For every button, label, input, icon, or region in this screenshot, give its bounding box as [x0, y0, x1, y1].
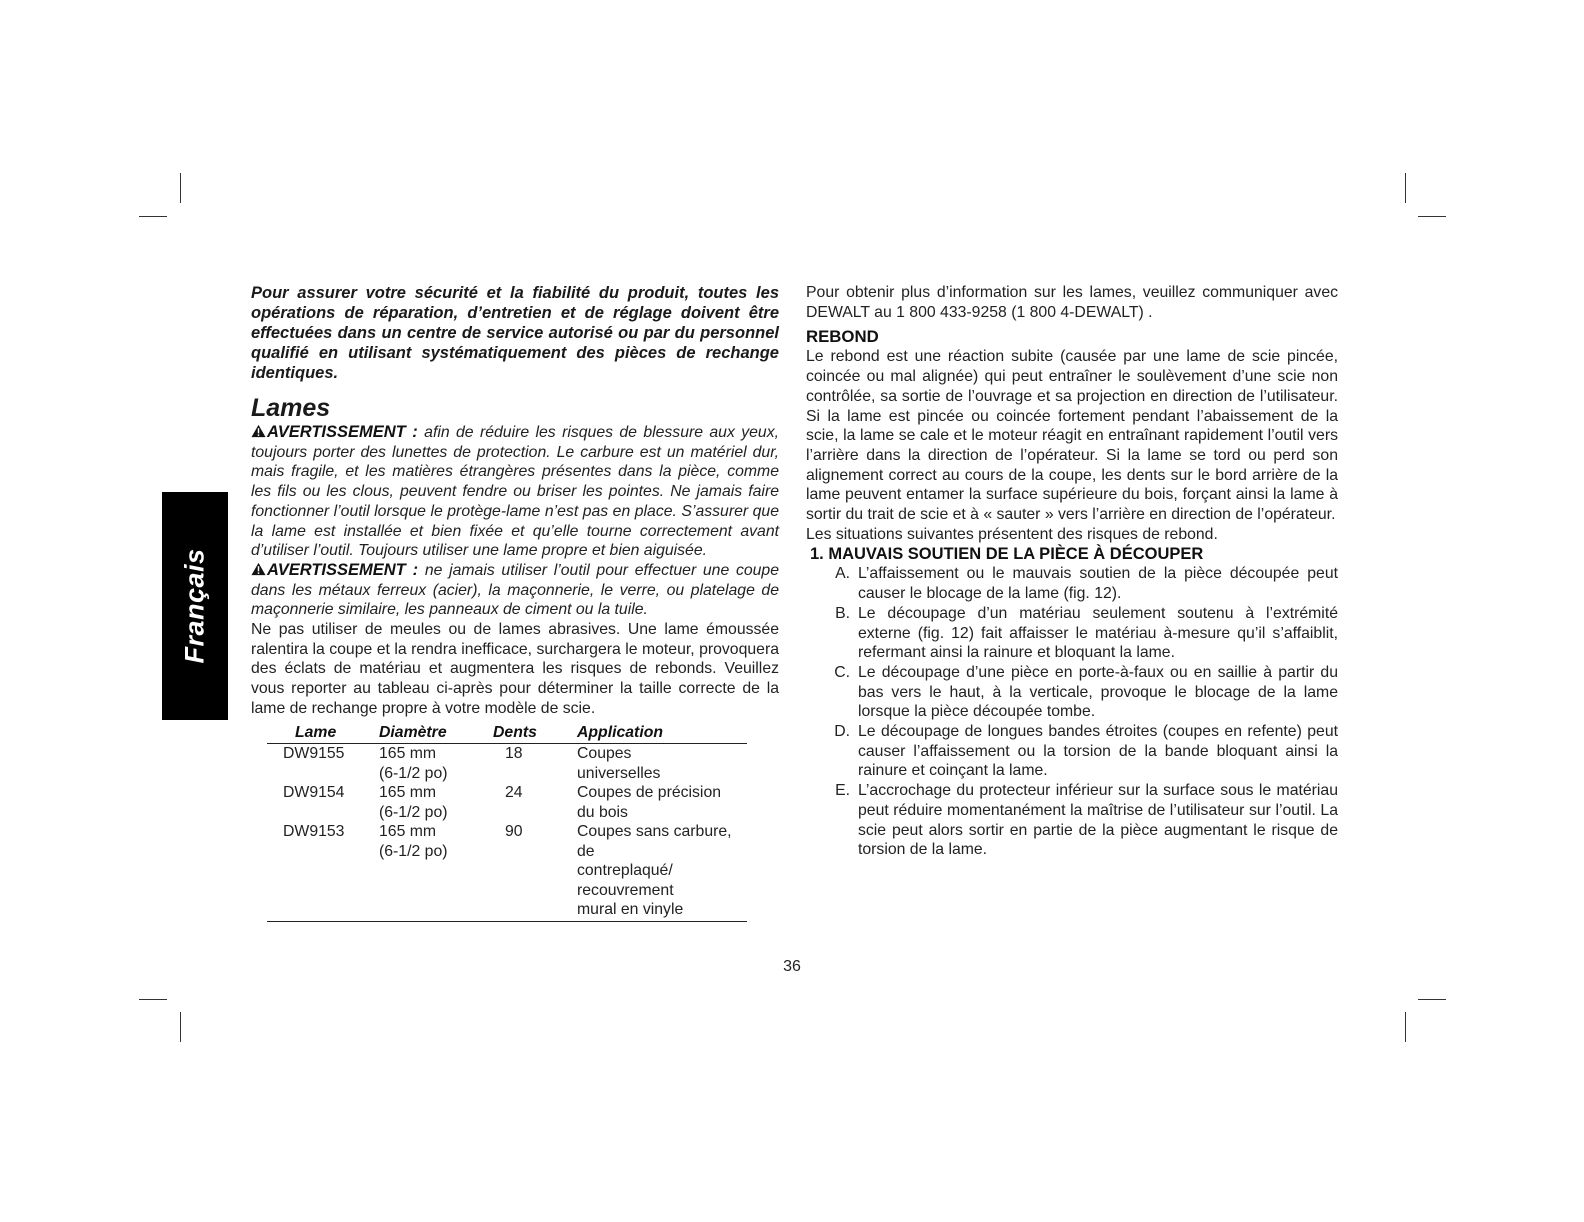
list-item-letter: A. — [835, 565, 850, 583]
column-header-application: Application — [577, 723, 747, 744]
blade-info-paragraph: Pour obtenir plus d’information sur les lames, veuillez communiquer avec DEWALT au 1 800 433-9258 (1 800 4-DEWALT) . — [806, 284, 1338, 321]
section-title-lames: Lames — [251, 394, 331, 422]
page-number: 36 — [783, 958, 801, 975]
column-header-dents: Dents — [487, 723, 577, 744]
table-header-row — [267, 723, 747, 744]
situations-paragraph: Les situations suivantes présentent des risques de rebond. — [806, 525, 1218, 543]
list-item — [806, 564, 1338, 603]
warning-triangle-icon — [251, 424, 266, 438]
rebond-paragraph: Le rebond est une réaction subite (causée par une lame de scie pincée, coincée ou mal alignée) qui peut entraîner le soulèvement d’une scie non contrôlée, sa sortie de l’ouvrage et sa projection en direction de l’utilisateur. Si la lame est pincée ou coincée fortement pendant l’abaissement de la scie, la lame se cale et le moteur réagit en entraînant rapidement l’outil vers l’arrière dans la direction de l’opérateur. Si la lame se tord ou perd son alignement correct au cours de la coupe, les dents sur le bord arrière de la lame peuvent entamer la surface supérieure du bois, forçant ainsi la lame à sortir du trait de scie et à « sauter » vers l’arrière en direction de l’opérateur. — [806, 348, 1338, 524]
list-item-text: Le découpage d’une pièce en porte-à-faux ou en saillie à partir du bas vers le haut, à la verticale, provoque le blocage de la lame lorsque la pièce découpée tombe. — [858, 663, 1338, 721]
right-column — [806, 283, 1338, 860]
cell-application-line: mural en vinyle — [577, 901, 684, 919]
cell-application-line: Coupes de précision — [577, 784, 722, 802]
cell-diametre-po: (6-1/2 po) — [379, 764, 448, 782]
list-item — [806, 604, 1338, 663]
cell-diametre — [379, 783, 487, 822]
numbered-heading: 1. MAUVAIS SOUTIEN DE LA PIÈCE À DÉCOUPER — [810, 545, 1204, 564]
cell-diametre — [379, 744, 487, 784]
cell-application-line: contreplaqué/ recouvrement — [577, 862, 674, 899]
warning-label: AVERTISSEMENT : — [267, 423, 418, 441]
cell-diametre-mm: 165 mm — [379, 784, 437, 802]
blade-paragraph: Ne pas utiliser de meules ou de lames abrasives. Une lame émoussée ralentira la coupe et la rendra inefficace, surchargera le moteur, provoquera des éclats de matériau et augmentera les risques de rebonds. Veuillez vous reporter au tableau ci-après pour déterminer la taille correcte de la lame de rechange propre à votre modèle de scie. — [251, 621, 779, 717]
cell-dents: 90 — [487, 822, 577, 921]
list-item — [806, 663, 1338, 722]
list-item — [806, 781, 1338, 860]
list-item — [806, 722, 1338, 781]
warning-label: AVERTISSEMENT : — [267, 560, 419, 579]
list-item-letter: E. — [835, 782, 850, 800]
cell-application — [577, 822, 747, 921]
crop-mark — [1405, 1012, 1406, 1042]
cell-application-line: Coupes — [577, 745, 632, 763]
crop-mark — [1418, 999, 1446, 1000]
column-header-lame: Lame — [267, 723, 379, 744]
left-column — [251, 283, 779, 922]
cell-diametre — [379, 822, 487, 921]
table-row — [267, 822, 747, 921]
list-item-letter: D. — [834, 723, 850, 741]
warning-paragraph-1 — [251, 423, 779, 561]
list-item-text: Le découpage d’un matériau seulement soutenu à l’extrémité externe (fig. 12) fait affaisser le matériau à-mesure qu’il s’affaiblit, refermant ainsi la rainure et bloquant la lame. — [858, 604, 1338, 662]
cell-diametre-po: (6-1/2 po) — [379, 803, 448, 821]
cell-application-line: Coupes sans carbure, de — [577, 823, 732, 860]
crop-mark — [1405, 173, 1406, 203]
blade-table — [267, 723, 747, 922]
cell-lame: DW9154 — [283, 784, 345, 802]
cell-dents: 24 — [505, 784, 523, 802]
list-item-text: L’affaissement ou le mauvais soutien de la pièce découpée peut causer le blocage de la lame (fig. 12). — [858, 565, 1338, 603]
crop-mark — [139, 216, 167, 217]
cell-application — [577, 783, 747, 822]
warning-paragraph-2 — [251, 561, 779, 620]
warning-text: ne jamais utiliser l’outil pour effectuer une coupe dans les métaux ferreux (acier), la maçonnerie, le verre, ou platelage de maçonnerie similaire, les panneaux de ciment ou la tuile. — [251, 561, 779, 619]
crop-mark — [139, 999, 167, 1000]
cell-application-line: universelles — [577, 764, 661, 782]
list-item-letter: B. — [835, 604, 850, 622]
cell-application-line: du bois — [577, 803, 628, 821]
cell-lame: DW9155 — [283, 745, 345, 763]
rebond-heading: REBOND — [806, 327, 879, 347]
table-row — [267, 783, 747, 822]
crop-mark — [1418, 216, 1446, 217]
list-item-text: Le découpage de longues bandes étroites (coupes en refente) peut causer l’affaissement ou la torsion de la bande bloquant ainsi la rainure et coinçant la lame. — [858, 723, 1338, 780]
language-tab — [162, 492, 228, 720]
crop-mark — [180, 1012, 181, 1042]
list-item-letter: C. — [834, 663, 850, 681]
warning-text: afin de réduire les risques de blessure aux yeux, toujours porter des lunettes de protection. Le carbure est un matériel dur, mais fragile, et les matières étrangères présentes dans la pièce, comme les fils ou les clous, peuvent fendre ou briser les pointes. Ne jamais faire fonctionner l’outil lorsque le protège-lame n’est pas en place. S’assurer que la lame est installée et bien fixée et qu’elle tourne correctement avant d’utiliser l’outil. Toujours utiliser une lame propre et bien aiguisée. — [251, 424, 779, 560]
language-tab-label: Français — [179, 548, 210, 664]
cell-diametre-po: (6-1/2 po) — [379, 842, 448, 860]
cell-application — [577, 744, 747, 784]
column-header-diametre: Diamètre — [379, 723, 487, 744]
list-item-text: L’accrochage du protecteur inférieur sur la surface sous le matériau peut réduire momentanément la maîtrise de l’utilisateur sur l’outil. La scie peut alors sortir en partie de la pièce augmentant le risque de torsion de la lame. — [858, 782, 1338, 859]
warning-triangle-icon — [251, 562, 266, 576]
cell-diametre-mm: 165 mm — [379, 823, 437, 841]
cell-diametre-mm: 165 mm — [379, 745, 437, 763]
table-row — [267, 744, 747, 784]
cell-lame: DW9153 — [267, 822, 379, 921]
cell-dents: 18 — [505, 745, 523, 763]
safety-intro: Pour assurer votre sécurité et la fiabilité du produit, toutes les opérations de réparation, d’entretien et de réglage doivent être effectuées dans un centre de service autorisé ou par du personnel qualifié en utilisant systématiquement des pièces de rechange identiques. — [251, 284, 779, 382]
crop-mark — [180, 173, 181, 203]
